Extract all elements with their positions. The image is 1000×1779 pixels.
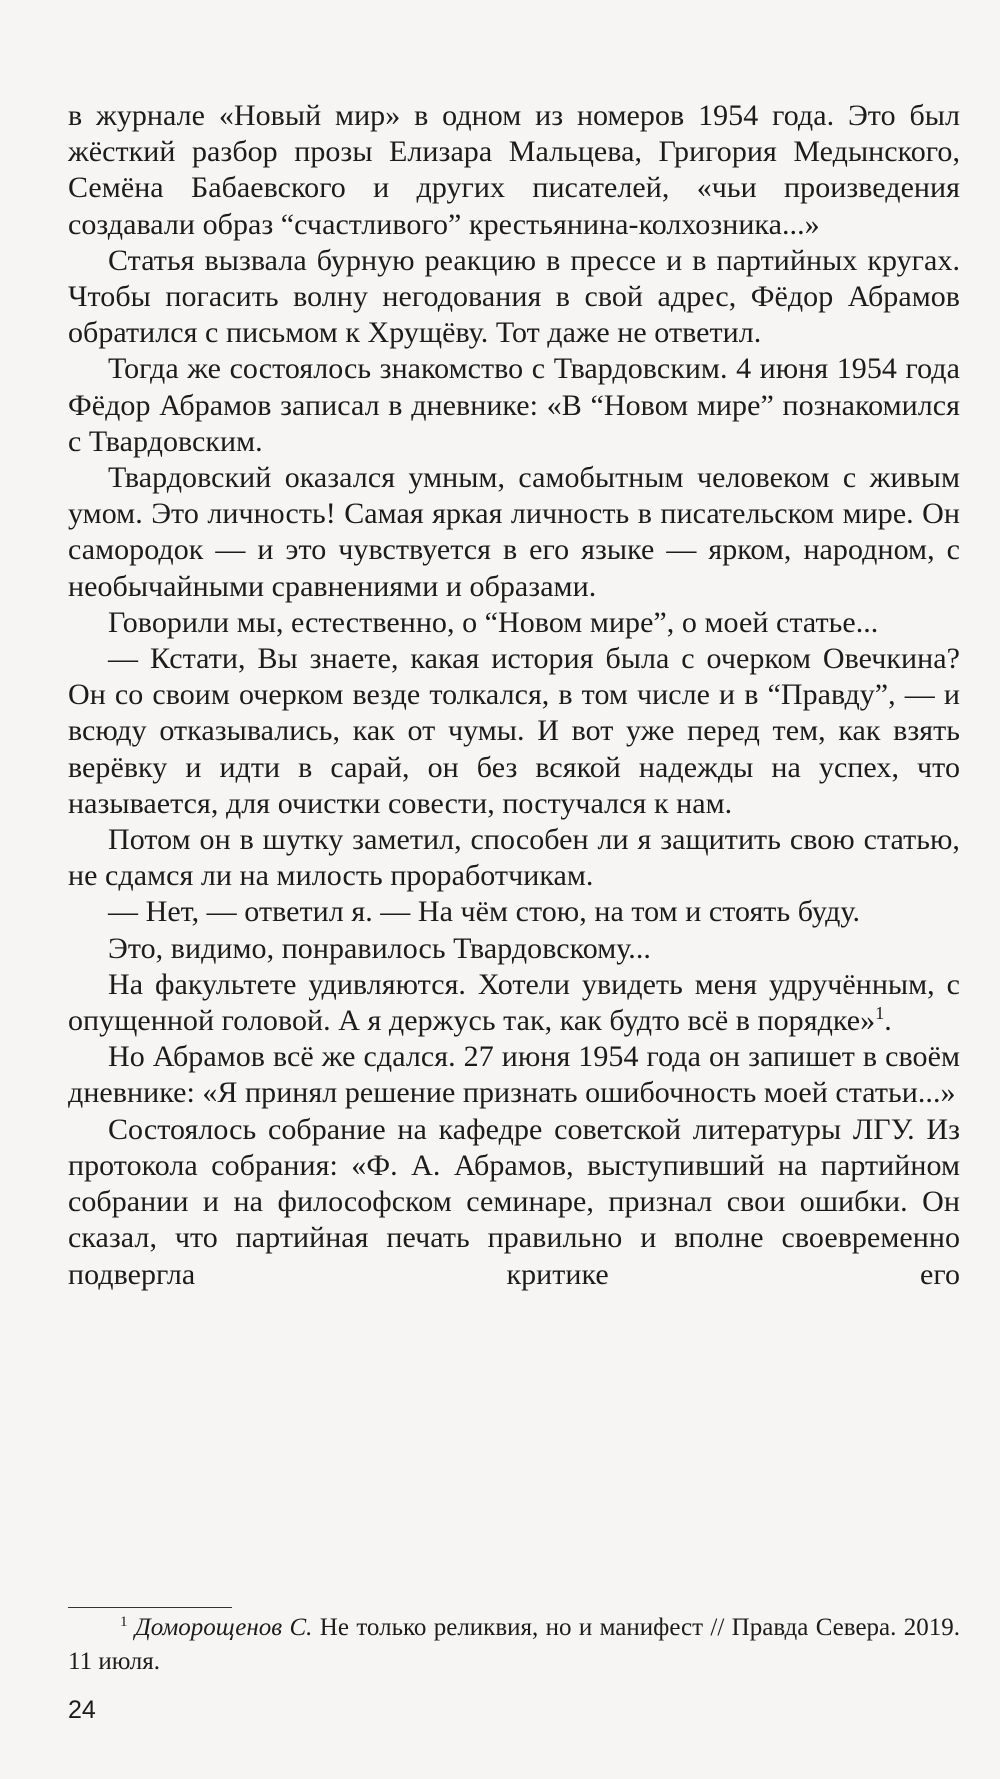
paragraph-9: Это, видимо, понравилось Твардовскому... (108, 931, 651, 965)
paragraph-8: — Нет, — ответил я. — На чём стою, на том и стоять буду. (108, 895, 860, 929)
paragraph-7: Потом он в шутку заметил, способен ли я защитить свою статью, не сдамся ли на милость проработчикам. (68, 823, 960, 893)
paragraph-6: — Кстати, Вы знаете, какая история была с очерком Овечкина? Он со своим очерком везде толкался, в том числе и в “Правду”, — и всюду отказывались, как от чумы. И вот уже перед тем, как взять верёвку и идти в сарай, он без всякой надежды на успех, что называется, для очистки совести, постучался к нам. (68, 642, 960, 820)
page-number: 24 (68, 1696, 96, 1724)
footnote-source: Не только реликвия, но и манифест // Правда Севера. 2019. 11 июля. (68, 1614, 961, 1675)
paragraph-10: На факультете удивляются. Хотели увидеть меня удручённым, с опущенной головой. А я держусь так, как будто всё в порядке»$^1$. (68, 967, 960, 1038)
paragraph-1: в журнале «Новый мир» в одном из номеров 1954 года. Это был жёсткий разбор прозы Елизара Мальцева, Григория Медынского, Семёна Бабаевского и других писателей, «чьи произведения создавали образ “счастливого” крестьянина-колхозника...» (68, 99, 960, 241)
paragraph-12: Состоялось собрание на кафедре советской литературы ЛГУ. Из протокола собрания: «Ф. А. Абрамов, выступивший на партийном собрании и на философском семинаре, признал свои ошибки. Он сказал, что партийная печать правильно и вполне своевременно подвергла критике его (68, 1112, 960, 1291)
body-text (68, 98, 960, 1293)
paragraph-10-text: На факультете удивляются. Хотели увидеть меня удручённым, с опущенной головой. А я держусь так, как будто всё в порядке» (68, 967, 960, 1038)
paragraph-4: Твардовский оказался умным, самобытным человеком с живым умом. Это личность! Самая яркая личность в писательском мире. Он самородок — и это чувствуется в его языке — ярком, народном, с необычайными сравнениями и образами. (68, 461, 960, 603)
footnote (68, 1611, 960, 1679)
paragraph-5: Говорили мы, естественно, о “Новом мире”, о моей статье... (108, 605, 879, 639)
footnote-text (68, 1611, 960, 1679)
paragraph-2: Статья вызвала бурную реакцию в прессе и в партийных кругах. Чтобы погасить волну негодования в свой адрес, Фёдор Абрамов обратился с письмом к Хрущёву. Тот даже не ответил. (68, 243, 960, 350)
footnote-divider (68, 1607, 232, 1608)
paragraph-3: Тогда же состоялось знакомство с Твардовским. 4 июня 1954 года Фёдор Абрамов записал в дневнике: «В “Новом мире” познакомился с Твардовским. (68, 352, 960, 458)
paragraph-11: Но Абрамов всё же сдался. 27 июня 1954 года он запишет в своём дневнике: «Я принял решение признать ошибочность моей статьи...» (68, 1040, 960, 1110)
footnote-author: Доморощенов С. (134, 1614, 313, 1641)
footnote-marker: 1 (120, 1614, 128, 1630)
footnote-reference: 1 (875, 1003, 885, 1024)
